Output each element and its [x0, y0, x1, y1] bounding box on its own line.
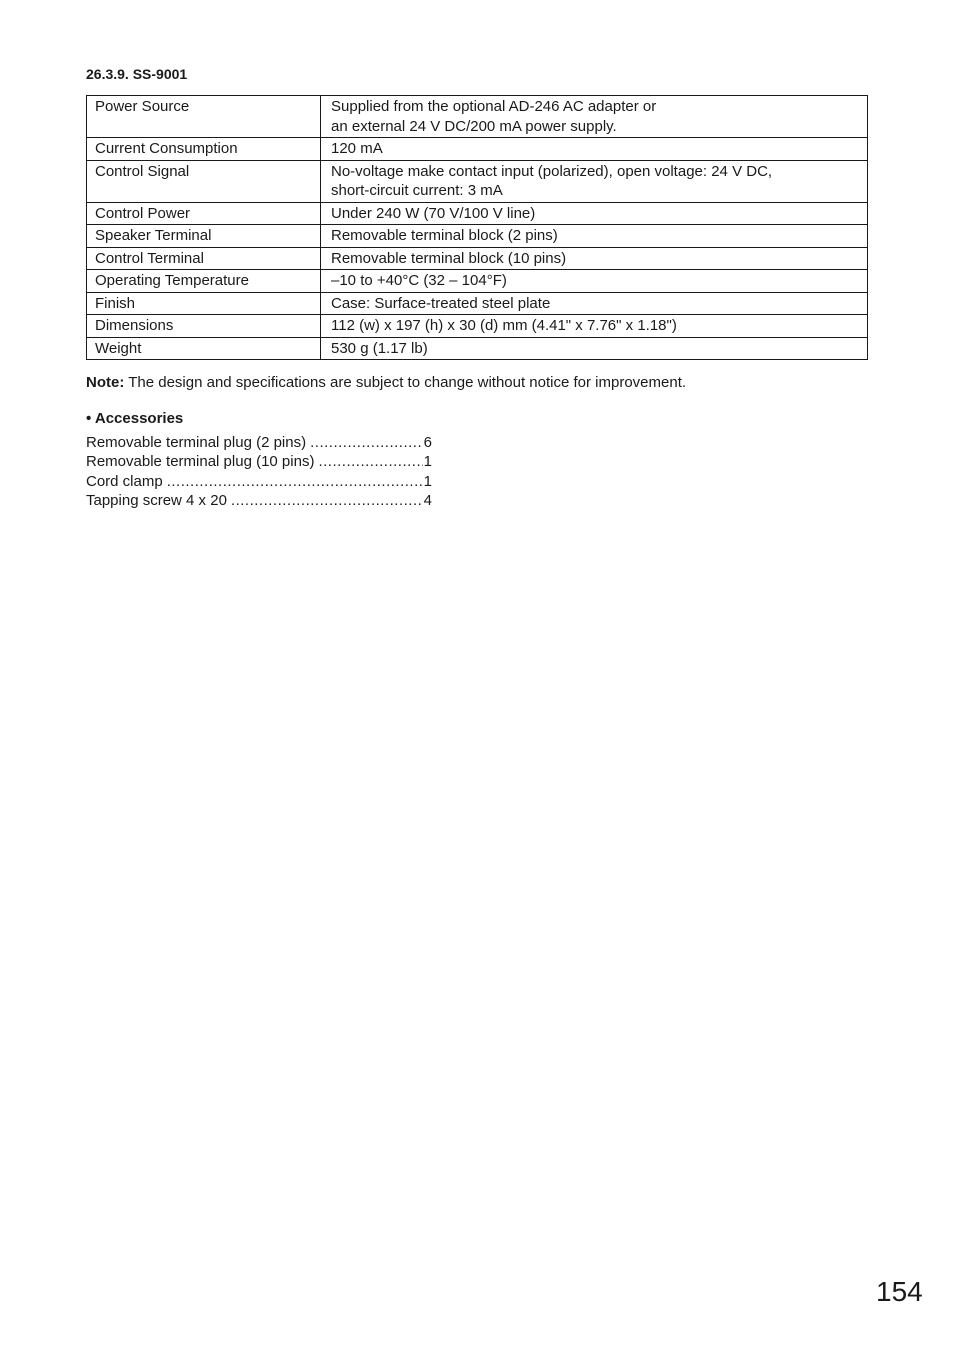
list-item — [86, 491, 432, 510]
table-row — [87, 96, 868, 138]
dot-leader — [310, 433, 423, 452]
note-paragraph — [86, 374, 686, 391]
dot-leader — [231, 491, 423, 510]
spec-value-line: Under 240 W (70 V/100 V line) — [331, 204, 536, 222]
table-row — [87, 270, 868, 293]
spec-label: Control Terminal — [87, 247, 321, 270]
spec-value — [321, 270, 868, 293]
spec-value — [321, 337, 868, 360]
spec-value — [321, 225, 868, 248]
accessory-name: Tapping screw 4 x 20 — [86, 491, 227, 509]
table-row — [87, 292, 868, 315]
spec-value-line: No-voltage make contact input (polarized), open voltage: 24 V DC, — [331, 162, 773, 180]
note-text: The design and specifications are subject to change without notice for improvement. — [124, 374, 687, 391]
table-row — [87, 138, 868, 161]
accessory-quantity: 1 — [423, 472, 432, 490]
spec-value — [321, 96, 868, 138]
spec-value — [321, 315, 868, 338]
table-row — [87, 315, 868, 338]
spec-value-line: Removable terminal block (10 pins) — [331, 249, 567, 267]
accessories-list — [86, 433, 432, 510]
spec-label: Speaker Terminal — [87, 225, 321, 248]
spec-label: Operating Temperature — [87, 270, 321, 293]
list-item — [86, 452, 432, 471]
spec-value — [321, 138, 868, 161]
spec-label: Dimensions — [87, 315, 321, 338]
section-title: 26.3.9. SS-9001 — [86, 66, 188, 82]
spec-value — [321, 160, 868, 202]
accessory-quantity: 1 — [423, 453, 432, 471]
accessory-name: Removable terminal plug (10 pins) — [86, 453, 315, 471]
spec-value-line: Removable terminal block (2 pins) — [331, 227, 558, 244]
spec-value-line: 530 g (1.17 lb) — [331, 339, 428, 357]
spec-label: Control Power — [87, 202, 321, 225]
table-row — [87, 160, 868, 202]
note-label: Note: — [86, 374, 125, 391]
spec-value-line: –10 to +40°C (32 – 104°F) — [331, 272, 507, 289]
spec-value — [321, 247, 868, 270]
table-row — [87, 337, 868, 360]
list-item — [86, 472, 432, 491]
accessory-quantity: 4 — [423, 491, 432, 509]
accessories-heading: • Accessories — [86, 410, 184, 427]
dot-leader — [167, 472, 423, 491]
list-item — [86, 433, 432, 452]
spec-value-line: 120 mA — [331, 140, 383, 157]
dot-leader — [318, 452, 422, 471]
table-row — [87, 202, 868, 225]
spec-label: Control Signal — [87, 160, 321, 202]
accessory-name: Cord clamp — [86, 472, 163, 490]
spec-value — [321, 202, 868, 225]
spec-value-line: 112 (w) x 197 (h) x 30 (d) mm (4.41" x 7.76" x 1.18") — [331, 317, 677, 334]
spec-value-line: Case: Surface-treated steel plate — [331, 294, 551, 312]
spec-value — [321, 292, 868, 315]
spec-value-line: an external 24 V DC/200 mA power supply. — [331, 117, 617, 135]
spec-label: Power Source — [87, 96, 321, 138]
spec-label: Weight — [87, 337, 321, 360]
spec-label: Finish — [87, 292, 321, 315]
specifications-table — [86, 95, 868, 360]
spec-label: Current Consumption — [87, 138, 321, 161]
spec-value-line: Supplied from the optional AD-246 AC adapter or — [331, 98, 657, 115]
accessory-name: Removable terminal plug (2 pins) — [86, 434, 307, 451]
spec-value-line: short-circuit current: 3 mA — [331, 182, 503, 199]
table-row — [87, 247, 868, 270]
table-row — [87, 225, 868, 248]
accessory-quantity: 6 — [423, 434, 432, 451]
page-number: 154 — [876, 1276, 923, 1307]
